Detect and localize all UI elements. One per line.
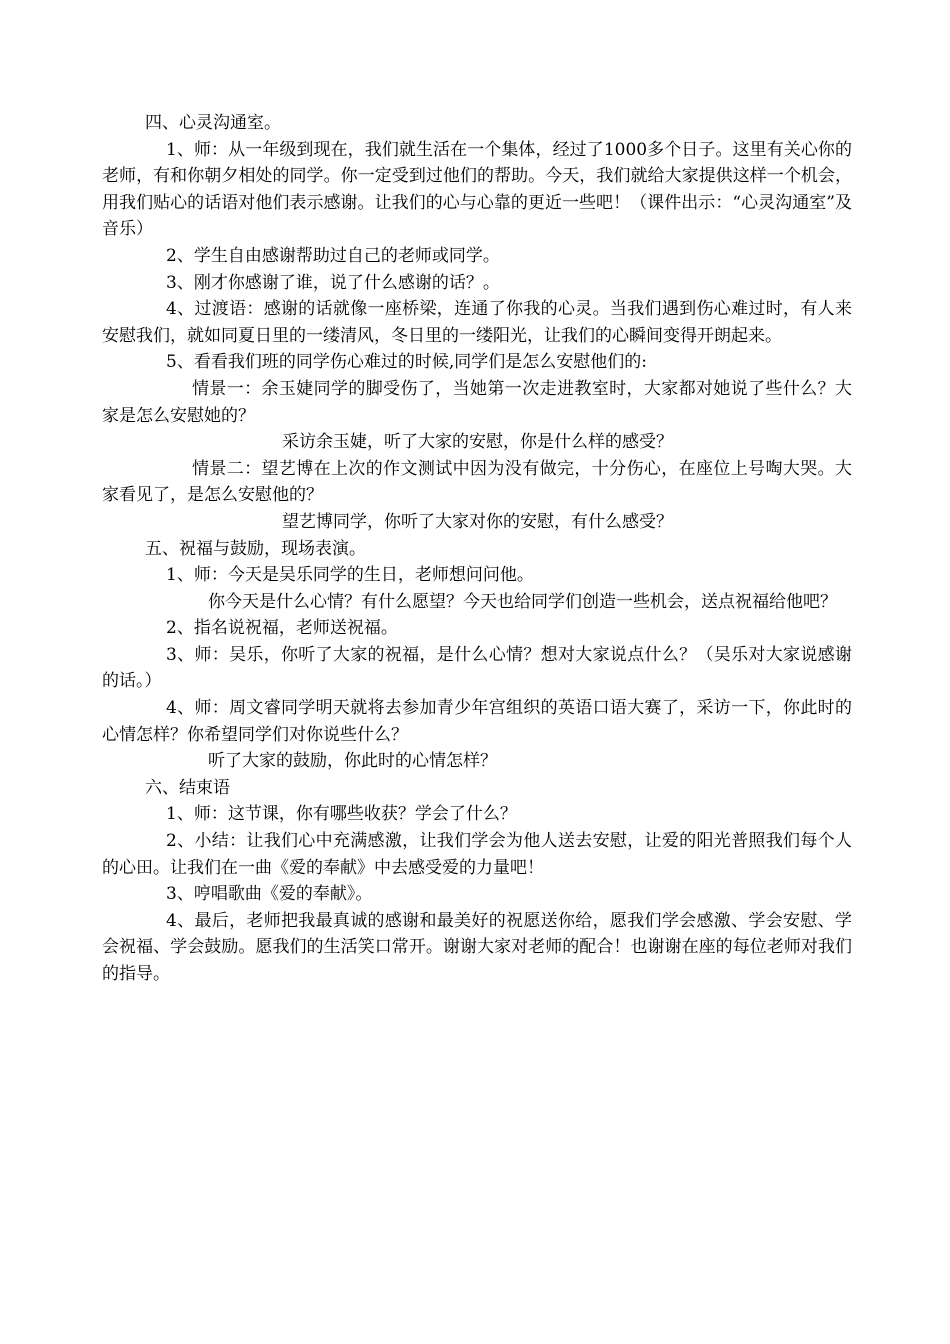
section-heading-five: 五、祝福与鼓励，现场表演。 (145, 538, 366, 559)
paragraph-5-4-followup: 听了大家的鼓励，你此时的心情怎样？ (208, 751, 497, 772)
section-heading-four: 四、心灵沟通室。 (145, 113, 281, 133)
section-heading-six: 六、结束语 (145, 777, 230, 798)
scenario-one: 情景一：余玉婕同学的脚受伤了，当她第一次走进教室时，大家都对她说了些什么？大家是怎么安慰她的？ (102, 378, 852, 426)
scenario-two: 情景二：望艺博在上次的作文测试中因为没有做完，十分伤心，在座位上号啕大哭。大家看见了，是怎么安慰他的？ (102, 458, 852, 506)
paragraph-4-5: 5、看看我们班的同学伤心难过的时候,同学们是怎么安慰他们的: (166, 352, 647, 373)
paragraph-6-3: 3、哼唱歌曲《爱的奉献》。 (166, 884, 373, 905)
document-page (102, 110, 852, 988)
paragraph-6-1: 1、师：这节课，你有哪些收获？学会了什么？ (166, 804, 517, 825)
paragraph-5-2: 2、指名说祝福，老师送祝福。 (166, 618, 398, 639)
paragraph-6-4: 4、最后，老师把我最真诚的感谢和最美好的祝愿送你给，愿我们学会感激、学会安慰、学会祝福、学会鼓励。愿我们的生活笑口常开。谢谢大家对老师的配合！也谢谢在座的每位老师对我们的指导。 (102, 910, 852, 984)
paragraph-4-2: 2、学生自由感谢帮助过自己的老师或同学。 (166, 245, 500, 266)
paragraph-5-3: 3、师：吴乐，你听了大家的祝福，是什么心情？想对大家说点什么？（吴乐对大家说感谢的话。） (102, 644, 852, 692)
paragraph-4-1: 1、师：从一年级到现在，我们就生活在一个集体，经过了1000多个日子。这里有关心你的老师，有和你朝夕相处的同学。你一定受到过他们的帮助。今天，我们就给大家提供这样一个机会，用我们贴心的话语对他们表示感谢。让我们的心与心靠的更近一些吧！（课件出示：“心灵沟通室”及音乐） (102, 139, 852, 240)
paragraph-5-1-followup: 你今天是什么心情？有什么愿望？今天也给同学们创造一些机会，送点祝福给他吧？ (208, 591, 837, 612)
interview-one: 采访余玉婕，听了大家的安慰，你是什么样的感受？ (282, 432, 673, 453)
interview-two: 望艺博同学，你听了大家对你的安慰，有什么感受？ (282, 511, 673, 532)
paragraph-4-4: 4、过渡语：感谢的话就像一座桥梁，连通了你我的心灵。当我们遇到伤心难过时，有人来安慰我们，就如同夏日里的一缕清风，冬日里的一缕阳光，让我们的心瞬间变得开朗起来。 (102, 299, 852, 346)
paragraph-6-2: 2、小结：让我们心中充满感激，让我们学会为他人送去安慰，让爱的阳光普照我们每个人的心田。让我们在一曲《爱的奉献》中去感受爱的力量吧！ (102, 831, 852, 878)
paragraph-5-4: 4、师：周文睿同学明天就将去参加青少年宫组织的英语口语大赛了，采访一下，你此时的心情怎样？你希望同学们对你说些什么？ (102, 698, 852, 745)
paragraph-4-3: 3、刚才你感谢了谁，说了什么感谢的话？。 (166, 272, 500, 293)
paragraph-5-1: 1、师：今天是吴乐同学的生日，老师想问问他。 (166, 565, 534, 586)
